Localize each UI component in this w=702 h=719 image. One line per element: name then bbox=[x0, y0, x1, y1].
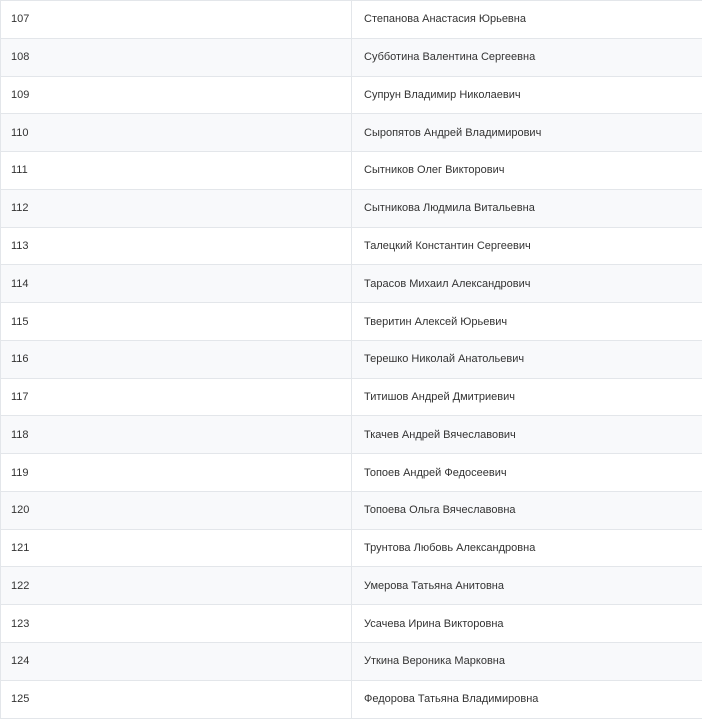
row-number-cell: 118 bbox=[1, 416, 352, 453]
table-row bbox=[1, 228, 702, 266]
table-row bbox=[1, 530, 702, 568]
row-number-cell: 122 bbox=[1, 567, 352, 604]
row-name-cell: Умерова Татьяна Анитовна bbox=[364, 579, 505, 592]
row-name-cell: Усачева Ирина Викторовна bbox=[364, 617, 504, 630]
table-row bbox=[1, 341, 702, 379]
row-name-cell: Уткина Вероника Марковна bbox=[364, 655, 505, 668]
row-number-cell: 125 bbox=[1, 681, 352, 718]
row-name-cell: Топоева Ольга Вячеславовна bbox=[364, 504, 516, 517]
table-row bbox=[1, 265, 702, 303]
row-number-cell: 124 bbox=[1, 643, 352, 680]
table-row bbox=[1, 1, 702, 39]
row-number-cell: 117 bbox=[1, 379, 352, 416]
row-name-cell: Ткачев Андрей Вячеславович bbox=[364, 428, 516, 441]
table-row bbox=[1, 681, 702, 719]
row-number-cell: 116 bbox=[1, 341, 352, 378]
row-name-cell: Сытникова Людмила Витальевна bbox=[364, 202, 535, 215]
row-number-cell: 119 bbox=[1, 454, 352, 491]
row-name-cell: Тарасов Михаил Александрович bbox=[364, 277, 531, 290]
row-name-cell: Сыропятов Андрей Владимирович bbox=[364, 126, 542, 139]
table-row bbox=[1, 190, 702, 228]
table-row bbox=[1, 454, 702, 492]
row-name-cell: Терешко Николай Анатольевич bbox=[364, 353, 525, 366]
row-number-cell: 120 bbox=[1, 492, 352, 529]
row-number-cell: 114 bbox=[1, 265, 352, 302]
row-number-cell: 111 bbox=[1, 152, 352, 189]
table-row bbox=[1, 39, 702, 77]
row-name-cell: Степанова Анастасия Юрьевна bbox=[364, 13, 526, 26]
row-number-cell: 123 bbox=[1, 605, 352, 642]
row-number-cell: 112 bbox=[1, 190, 352, 227]
table-row bbox=[1, 152, 702, 190]
row-name-cell: Тверитин Алексей Юрьевич bbox=[364, 315, 508, 328]
row-name-cell: Федорова Татьяна Владимировна bbox=[364, 693, 539, 706]
table-row bbox=[1, 643, 702, 681]
row-number-cell: 110 bbox=[1, 114, 352, 151]
table-row bbox=[1, 605, 702, 643]
row-name-cell: Супрун Владимир Николаевич bbox=[364, 88, 521, 101]
table-row bbox=[1, 379, 702, 417]
row-number-cell: 109 bbox=[1, 77, 352, 114]
table-row bbox=[1, 567, 702, 605]
row-number-cell: 121 bbox=[1, 530, 352, 567]
row-name-cell: Трунтова Любовь Александровна bbox=[364, 542, 536, 555]
row-number-cell: 113 bbox=[1, 228, 352, 265]
row-name-cell: Талецкий Константин Сергеевич bbox=[364, 239, 531, 252]
row-name-cell: Титишов Андрей Дмитриевич bbox=[364, 391, 515, 404]
table-row bbox=[1, 416, 702, 454]
row-number-cell: 108 bbox=[1, 39, 352, 76]
table-row bbox=[1, 77, 702, 115]
row-name-cell: Топоев Андрей Федосеевич bbox=[364, 466, 507, 479]
row-name-cell: Сытников Олег Викторович bbox=[364, 164, 505, 177]
table-row bbox=[1, 492, 702, 530]
row-name-cell: Субботина Валентина Сергеевна bbox=[364, 51, 536, 64]
row-number-cell: 107 bbox=[1, 1, 352, 38]
row-number-cell: 115 bbox=[1, 303, 352, 340]
table-row bbox=[1, 303, 702, 341]
table-row bbox=[1, 114, 702, 152]
